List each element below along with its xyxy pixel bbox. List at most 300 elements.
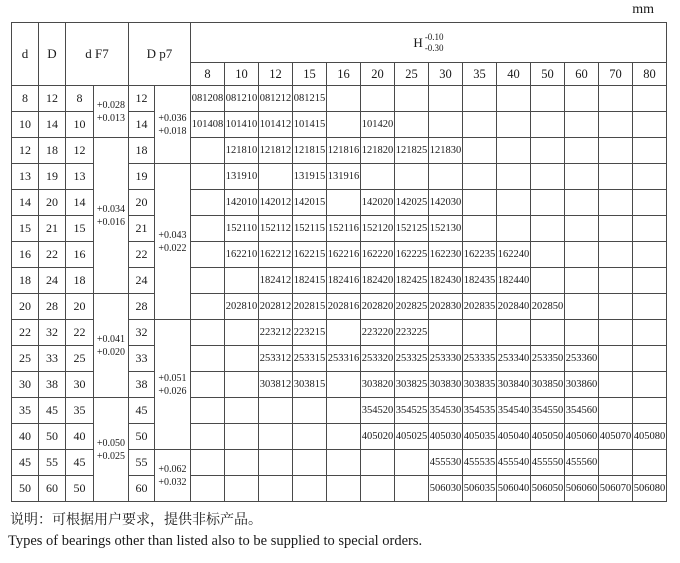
cell-bearing-code — [327, 372, 361, 398]
cell-dF7-value: 13 — [66, 164, 94, 190]
cell-bearing-code: 162240 — [497, 242, 531, 268]
cell-bearing-code: 162230 — [429, 242, 463, 268]
cell-Dp7-tolerance: +0.036 +0.018 — [155, 86, 191, 164]
cell-bearing-code: 455560 — [565, 450, 599, 476]
cell-bearing-code: 202816 — [327, 294, 361, 320]
cell-bearing-code — [463, 320, 497, 346]
cell-bearing-code: 182425 — [395, 268, 429, 294]
cell-bearing-code — [191, 190, 225, 216]
cell-Dp7-value: 19 — [129, 164, 155, 190]
cell-bearing-code: 182435 — [463, 268, 497, 294]
cell-bearing-code: 303830 — [429, 372, 463, 398]
cell-bearing-code: 131916 — [327, 164, 361, 190]
col-header-dF7: d F7 — [66, 23, 129, 86]
cell-bearing-code: 152116 — [327, 216, 361, 242]
cell-bearing-code — [633, 398, 667, 424]
cell-bearing-code — [497, 216, 531, 242]
table-row — [12, 294, 667, 320]
cell-D: 22 — [39, 242, 66, 268]
table-row — [12, 398, 667, 424]
cell-Dp7-tolerance: +0.051 +0.026 — [155, 320, 191, 450]
cell-D: 20 — [39, 190, 66, 216]
cell-dF7-value: 40 — [66, 424, 94, 450]
cell-bearing-code: 223215 — [293, 320, 327, 346]
cell-bearing-code — [633, 450, 667, 476]
cell-bearing-code — [531, 216, 565, 242]
cell-bearing-code: 303850 — [531, 372, 565, 398]
cell-bearing-code: 253325 — [395, 346, 429, 372]
cell-bearing-code — [327, 424, 361, 450]
cell-bearing-code — [191, 242, 225, 268]
cell-bearing-code — [599, 450, 633, 476]
cell-bearing-code: 405035 — [463, 424, 497, 450]
cell-bearing-code: 121816 — [327, 138, 361, 164]
cell-d: 16 — [12, 242, 39, 268]
cell-d: 25 — [12, 346, 39, 372]
cell-bearing-code — [633, 294, 667, 320]
cell-bearing-code: 455550 — [531, 450, 565, 476]
cell-d: 10 — [12, 112, 39, 138]
cell-bearing-code — [463, 190, 497, 216]
cell-bearing-code — [565, 164, 599, 190]
h-tolerance-stack — [425, 32, 444, 53]
cell-bearing-code — [565, 190, 599, 216]
h-column-header: 20 — [361, 63, 395, 86]
cell-bearing-code: 405050 — [531, 424, 565, 450]
cell-bearing-code — [497, 112, 531, 138]
cell-bearing-code — [599, 138, 633, 164]
cell-bearing-code: 202830 — [429, 294, 463, 320]
cell-dF7-tolerance: +0.041 +0.020 — [94, 294, 129, 398]
cell-bearing-code — [225, 372, 259, 398]
h-upper-tolerance: -0.10 — [424, 32, 444, 43]
cell-bearing-code: 354540 — [497, 398, 531, 424]
cell-bearing-code — [565, 216, 599, 242]
cell-bearing-code — [191, 268, 225, 294]
cell-bearing-code: 253312 — [259, 346, 293, 372]
cell-Dp7-value: 45 — [129, 398, 155, 424]
cell-bearing-code — [599, 86, 633, 112]
cell-bearing-code: 162210 — [225, 242, 259, 268]
cell-D: 19 — [39, 164, 66, 190]
cell-bearing-code — [361, 450, 395, 476]
cell-bearing-code — [259, 476, 293, 502]
cell-bearing-code — [565, 242, 599, 268]
cell-bearing-code: 354525 — [395, 398, 429, 424]
cell-bearing-code: 253340 — [497, 346, 531, 372]
cell-bearing-code — [293, 424, 327, 450]
table-row — [12, 138, 667, 164]
cell-bearing-code: 506080 — [633, 476, 667, 502]
cell-bearing-code: 303840 — [497, 372, 531, 398]
cell-bearing-code: 182420 — [361, 268, 395, 294]
cell-Dp7-value: 28 — [129, 294, 155, 320]
cell-bearing-code: 202820 — [361, 294, 395, 320]
cell-bearing-code: 081215 — [293, 86, 327, 112]
cell-bearing-code — [565, 294, 599, 320]
cell-bearing-code — [327, 320, 361, 346]
cell-bearing-code — [633, 190, 667, 216]
cell-bearing-code — [633, 346, 667, 372]
h-lower-tolerance: -0.30 — [424, 42, 444, 53]
cell-bearing-code: 121825 — [395, 138, 429, 164]
cell-bearing-code — [293, 476, 327, 502]
cell-Dp7-value: 14 — [129, 112, 155, 138]
cell-bearing-code: 303860 — [565, 372, 599, 398]
cell-bearing-code — [429, 112, 463, 138]
cell-bearing-code: 081210 — [225, 86, 259, 112]
cell-bearing-code: 162225 — [395, 242, 429, 268]
cell-bearing-code — [633, 112, 667, 138]
cell-bearing-code: 101410 — [225, 112, 259, 138]
cell-Dp7-tolerance: +0.062 +0.032 — [155, 450, 191, 502]
cell-bearing-code: 253315 — [293, 346, 327, 372]
unit-label: mm — [632, 2, 654, 17]
cell-bearing-code — [191, 216, 225, 242]
cell-bearing-code: 182416 — [327, 268, 361, 294]
cell-bearing-code: 506050 — [531, 476, 565, 502]
cell-bearing-code — [395, 476, 429, 502]
h-column-header: 8 — [191, 63, 225, 86]
cell-bearing-code: 152120 — [361, 216, 395, 242]
cell-D: 14 — [39, 112, 66, 138]
cell-bearing-code — [463, 164, 497, 190]
cell-bearing-code — [191, 320, 225, 346]
h-column-header: 10 — [225, 63, 259, 86]
cell-bearing-code — [633, 268, 667, 294]
h-column-header: 50 — [531, 63, 565, 86]
cell-bearing-code — [565, 112, 599, 138]
cell-bearing-code: 303812 — [259, 372, 293, 398]
cell-bearing-code — [633, 138, 667, 164]
cell-dF7-tolerance: +0.034 +0.016 — [94, 138, 129, 294]
cell-bearing-code: 455535 — [463, 450, 497, 476]
cell-D: 55 — [39, 450, 66, 476]
cell-bearing-code: 354535 — [463, 398, 497, 424]
h-column-header: 35 — [463, 63, 497, 86]
cell-bearing-code — [565, 138, 599, 164]
cell-bearing-code: 223225 — [395, 320, 429, 346]
h-symbol: H — [413, 34, 423, 50]
cell-bearing-code: 455540 — [497, 450, 531, 476]
cell-bearing-code — [633, 216, 667, 242]
cell-dF7-value: 35 — [66, 398, 94, 424]
col-header-D: D — [39, 23, 66, 86]
cell-bearing-code: 405070 — [599, 424, 633, 450]
cell-bearing-code: 405060 — [565, 424, 599, 450]
cell-bearing-code: 142025 — [395, 190, 429, 216]
cell-bearing-code — [225, 346, 259, 372]
cell-bearing-code: 223212 — [259, 320, 293, 346]
cell-bearing-code — [191, 372, 225, 398]
cell-dF7-value: 8 — [66, 86, 94, 112]
cell-bearing-code: 162216 — [327, 242, 361, 268]
cell-bearing-code — [599, 294, 633, 320]
cell-bearing-code — [497, 138, 531, 164]
cell-D: 12 — [39, 86, 66, 112]
cell-D: 32 — [39, 320, 66, 346]
cell-bearing-code — [633, 242, 667, 268]
cell-dF7-value: 22 — [66, 320, 94, 346]
header-row-1 — [12, 23, 667, 63]
cell-bearing-code: 303820 — [361, 372, 395, 398]
cell-bearing-code — [191, 424, 225, 450]
cell-bearing-code — [191, 398, 225, 424]
cell-bearing-code: 405020 — [361, 424, 395, 450]
cell-bearing-code: 152110 — [225, 216, 259, 242]
cell-bearing-code: 253316 — [327, 346, 361, 372]
cell-bearing-code — [531, 190, 565, 216]
cell-bearing-code: 142012 — [259, 190, 293, 216]
cell-bearing-code — [599, 372, 633, 398]
cell-bearing-code — [327, 450, 361, 476]
cell-bearing-code: 253320 — [361, 346, 395, 372]
cell-bearing-code — [361, 164, 395, 190]
cell-bearing-code — [497, 86, 531, 112]
col-header-H — [191, 23, 667, 63]
h-column-header: 16 — [327, 63, 361, 86]
cell-bearing-code — [633, 320, 667, 346]
cell-bearing-code — [191, 346, 225, 372]
cell-bearing-code — [633, 86, 667, 112]
h-column-header: 12 — [259, 63, 293, 86]
cell-D: 50 — [39, 424, 66, 450]
cell-bearing-code: 101408 — [191, 112, 225, 138]
cell-bearing-code: 162212 — [259, 242, 293, 268]
cell-bearing-code — [429, 86, 463, 112]
cell-bearing-code: 354530 — [429, 398, 463, 424]
cell-bearing-code: 182415 — [293, 268, 327, 294]
table-row — [12, 86, 667, 112]
cell-bearing-code: 182440 — [497, 268, 531, 294]
cell-bearing-code — [599, 398, 633, 424]
cell-bearing-code — [497, 190, 531, 216]
cell-bearing-code — [497, 320, 531, 346]
cell-bearing-code — [599, 216, 633, 242]
cell-bearing-code — [463, 86, 497, 112]
cell-bearing-code — [463, 112, 497, 138]
bearing-spec-table — [11, 22, 667, 502]
cell-bearing-code — [531, 268, 565, 294]
cell-bearing-code — [599, 190, 633, 216]
cell-dF7-value: 12 — [66, 138, 94, 164]
cell-bearing-code — [599, 346, 633, 372]
cell-bearing-code — [327, 112, 361, 138]
cell-D: 24 — [39, 268, 66, 294]
cell-d: 13 — [12, 164, 39, 190]
cell-bearing-code — [599, 268, 633, 294]
cell-bearing-code: 405025 — [395, 424, 429, 450]
cell-dF7-tolerance: +0.028 +0.013 — [94, 86, 129, 138]
cell-bearing-code — [191, 138, 225, 164]
cell-bearing-code — [429, 320, 463, 346]
cell-bearing-code: 101412 — [259, 112, 293, 138]
cell-bearing-code — [531, 138, 565, 164]
cell-D: 33 — [39, 346, 66, 372]
cell-bearing-code — [531, 320, 565, 346]
cell-d: 35 — [12, 398, 39, 424]
cell-bearing-code — [463, 216, 497, 242]
cell-bearing-code — [599, 112, 633, 138]
cell-Dp7-tolerance: +0.043 +0.022 — [155, 164, 191, 320]
col-header-d: d — [12, 23, 39, 86]
h-column-header: 60 — [565, 63, 599, 86]
cell-bearing-code — [599, 242, 633, 268]
cell-d: 30 — [12, 372, 39, 398]
cell-bearing-code — [429, 164, 463, 190]
cell-bearing-code: 303835 — [463, 372, 497, 398]
cell-bearing-code — [191, 476, 225, 502]
cell-bearing-code: 162215 — [293, 242, 327, 268]
cell-bearing-code: 303815 — [293, 372, 327, 398]
cell-dF7-value: 15 — [66, 216, 94, 242]
cell-bearing-code: 121820 — [361, 138, 395, 164]
cell-dF7-value: 25 — [66, 346, 94, 372]
cell-Dp7-value: 24 — [129, 268, 155, 294]
cell-bearing-code: 152125 — [395, 216, 429, 242]
cell-d: 15 — [12, 216, 39, 242]
cell-bearing-code: 162235 — [463, 242, 497, 268]
cell-bearing-code — [497, 164, 531, 190]
cell-D: 45 — [39, 398, 66, 424]
cell-bearing-code — [327, 398, 361, 424]
cell-bearing-code — [633, 372, 667, 398]
cell-bearing-code: 081212 — [259, 86, 293, 112]
cell-bearing-code: 405030 — [429, 424, 463, 450]
cell-bearing-code — [531, 112, 565, 138]
cell-bearing-code: 101415 — [293, 112, 327, 138]
cell-dF7-value: 18 — [66, 268, 94, 294]
cell-Dp7-value: 38 — [129, 372, 155, 398]
cell-bearing-code: 354520 — [361, 398, 395, 424]
cell-bearing-code — [259, 164, 293, 190]
h-column-header: 70 — [599, 63, 633, 86]
cell-bearing-code: 506060 — [565, 476, 599, 502]
cell-bearing-code: 202840 — [497, 294, 531, 320]
cell-D: 28 — [39, 294, 66, 320]
cell-bearing-code — [327, 190, 361, 216]
cell-bearing-code: 121810 — [225, 138, 259, 164]
cell-bearing-code: 142020 — [361, 190, 395, 216]
cell-bearing-code: 202810 — [225, 294, 259, 320]
cell-bearing-code — [361, 86, 395, 112]
cell-dF7-value: 20 — [66, 294, 94, 320]
cell-dF7-value: 10 — [66, 112, 94, 138]
cell-bearing-code: 152112 — [259, 216, 293, 242]
cell-D: 38 — [39, 372, 66, 398]
cell-Dp7-value: 21 — [129, 216, 155, 242]
cell-bearing-code: 202812 — [259, 294, 293, 320]
cell-Dp7-value: 60 — [129, 476, 155, 502]
cell-dF7-value: 50 — [66, 476, 94, 502]
cell-bearing-code — [599, 164, 633, 190]
cell-bearing-code: 142030 — [429, 190, 463, 216]
cell-D: 21 — [39, 216, 66, 242]
cell-bearing-code: 506030 — [429, 476, 463, 502]
cell-bearing-code: 253330 — [429, 346, 463, 372]
cell-bearing-code: 405040 — [497, 424, 531, 450]
cell-d: 18 — [12, 268, 39, 294]
cell-bearing-code: 253335 — [463, 346, 497, 372]
cell-bearing-code — [191, 450, 225, 476]
h-column-header: 40 — [497, 63, 531, 86]
cell-bearing-code: 142010 — [225, 190, 259, 216]
cell-bearing-code — [395, 112, 429, 138]
cell-Dp7-value: 50 — [129, 424, 155, 450]
cell-bearing-code — [225, 398, 259, 424]
cell-bearing-code: 253350 — [531, 346, 565, 372]
cell-bearing-code: 162220 — [361, 242, 395, 268]
cell-dF7-value: 16 — [66, 242, 94, 268]
note-chinese: 说明：可根据用户要求，提供非标产品。 — [10, 513, 262, 528]
col-header-Dp7: D p7 — [129, 23, 191, 86]
cell-bearing-code: 121830 — [429, 138, 463, 164]
cell-bearing-code: 223220 — [361, 320, 395, 346]
cell-dF7-value: 30 — [66, 372, 94, 398]
cell-bearing-code — [395, 450, 429, 476]
cell-bearing-code: 354550 — [531, 398, 565, 424]
cell-d: 45 — [12, 450, 39, 476]
cell-bearing-code — [531, 164, 565, 190]
cell-d: 14 — [12, 190, 39, 216]
cell-bearing-code — [225, 320, 259, 346]
cell-bearing-code — [259, 450, 293, 476]
cell-Dp7-value: 20 — [129, 190, 155, 216]
cell-bearing-code: 202815 — [293, 294, 327, 320]
cell-bearing-code — [293, 398, 327, 424]
cell-bearing-code — [565, 320, 599, 346]
cell-bearing-code — [395, 86, 429, 112]
cell-bearing-code: 354560 — [565, 398, 599, 424]
cell-bearing-code — [259, 398, 293, 424]
cell-bearing-code: 182430 — [429, 268, 463, 294]
cell-bearing-code: 182412 — [259, 268, 293, 294]
cell-D: 18 — [39, 138, 66, 164]
cell-bearing-code: 131915 — [293, 164, 327, 190]
cell-bearing-code: 152115 — [293, 216, 327, 242]
cell-bearing-code — [327, 86, 361, 112]
cell-bearing-code: 121812 — [259, 138, 293, 164]
cell-dF7-tolerance: +0.050 +0.025 — [94, 398, 129, 502]
cell-Dp7-value: 55 — [129, 450, 155, 476]
cell-bearing-code: 405080 — [633, 424, 667, 450]
cell-D: 60 — [39, 476, 66, 502]
cell-bearing-code: 142015 — [293, 190, 327, 216]
cell-dF7-value: 45 — [66, 450, 94, 476]
cell-bearing-code — [225, 424, 259, 450]
cell-bearing-code — [463, 138, 497, 164]
cell-bearing-code: 202835 — [463, 294, 497, 320]
cell-bearing-code: 506040 — [497, 476, 531, 502]
cell-bearing-code — [531, 242, 565, 268]
cell-bearing-code: 131910 — [225, 164, 259, 190]
cell-Dp7-value: 18 — [129, 138, 155, 164]
cell-bearing-code — [565, 268, 599, 294]
cell-bearing-code — [565, 86, 599, 112]
cell-dF7-value: 14 — [66, 190, 94, 216]
cell-bearing-code: 121815 — [293, 138, 327, 164]
cell-bearing-code — [191, 294, 225, 320]
cell-bearing-code — [293, 450, 327, 476]
cell-bearing-code — [259, 424, 293, 450]
cell-d: 12 — [12, 138, 39, 164]
cell-bearing-code — [191, 164, 225, 190]
note-english: Types of bearings other than listed also to be supplied to special orders. — [8, 533, 423, 549]
cell-d: 50 — [12, 476, 39, 502]
h-column-header: 25 — [395, 63, 429, 86]
cell-bearing-code: 101420 — [361, 112, 395, 138]
cell-Dp7-value: 32 — [129, 320, 155, 346]
